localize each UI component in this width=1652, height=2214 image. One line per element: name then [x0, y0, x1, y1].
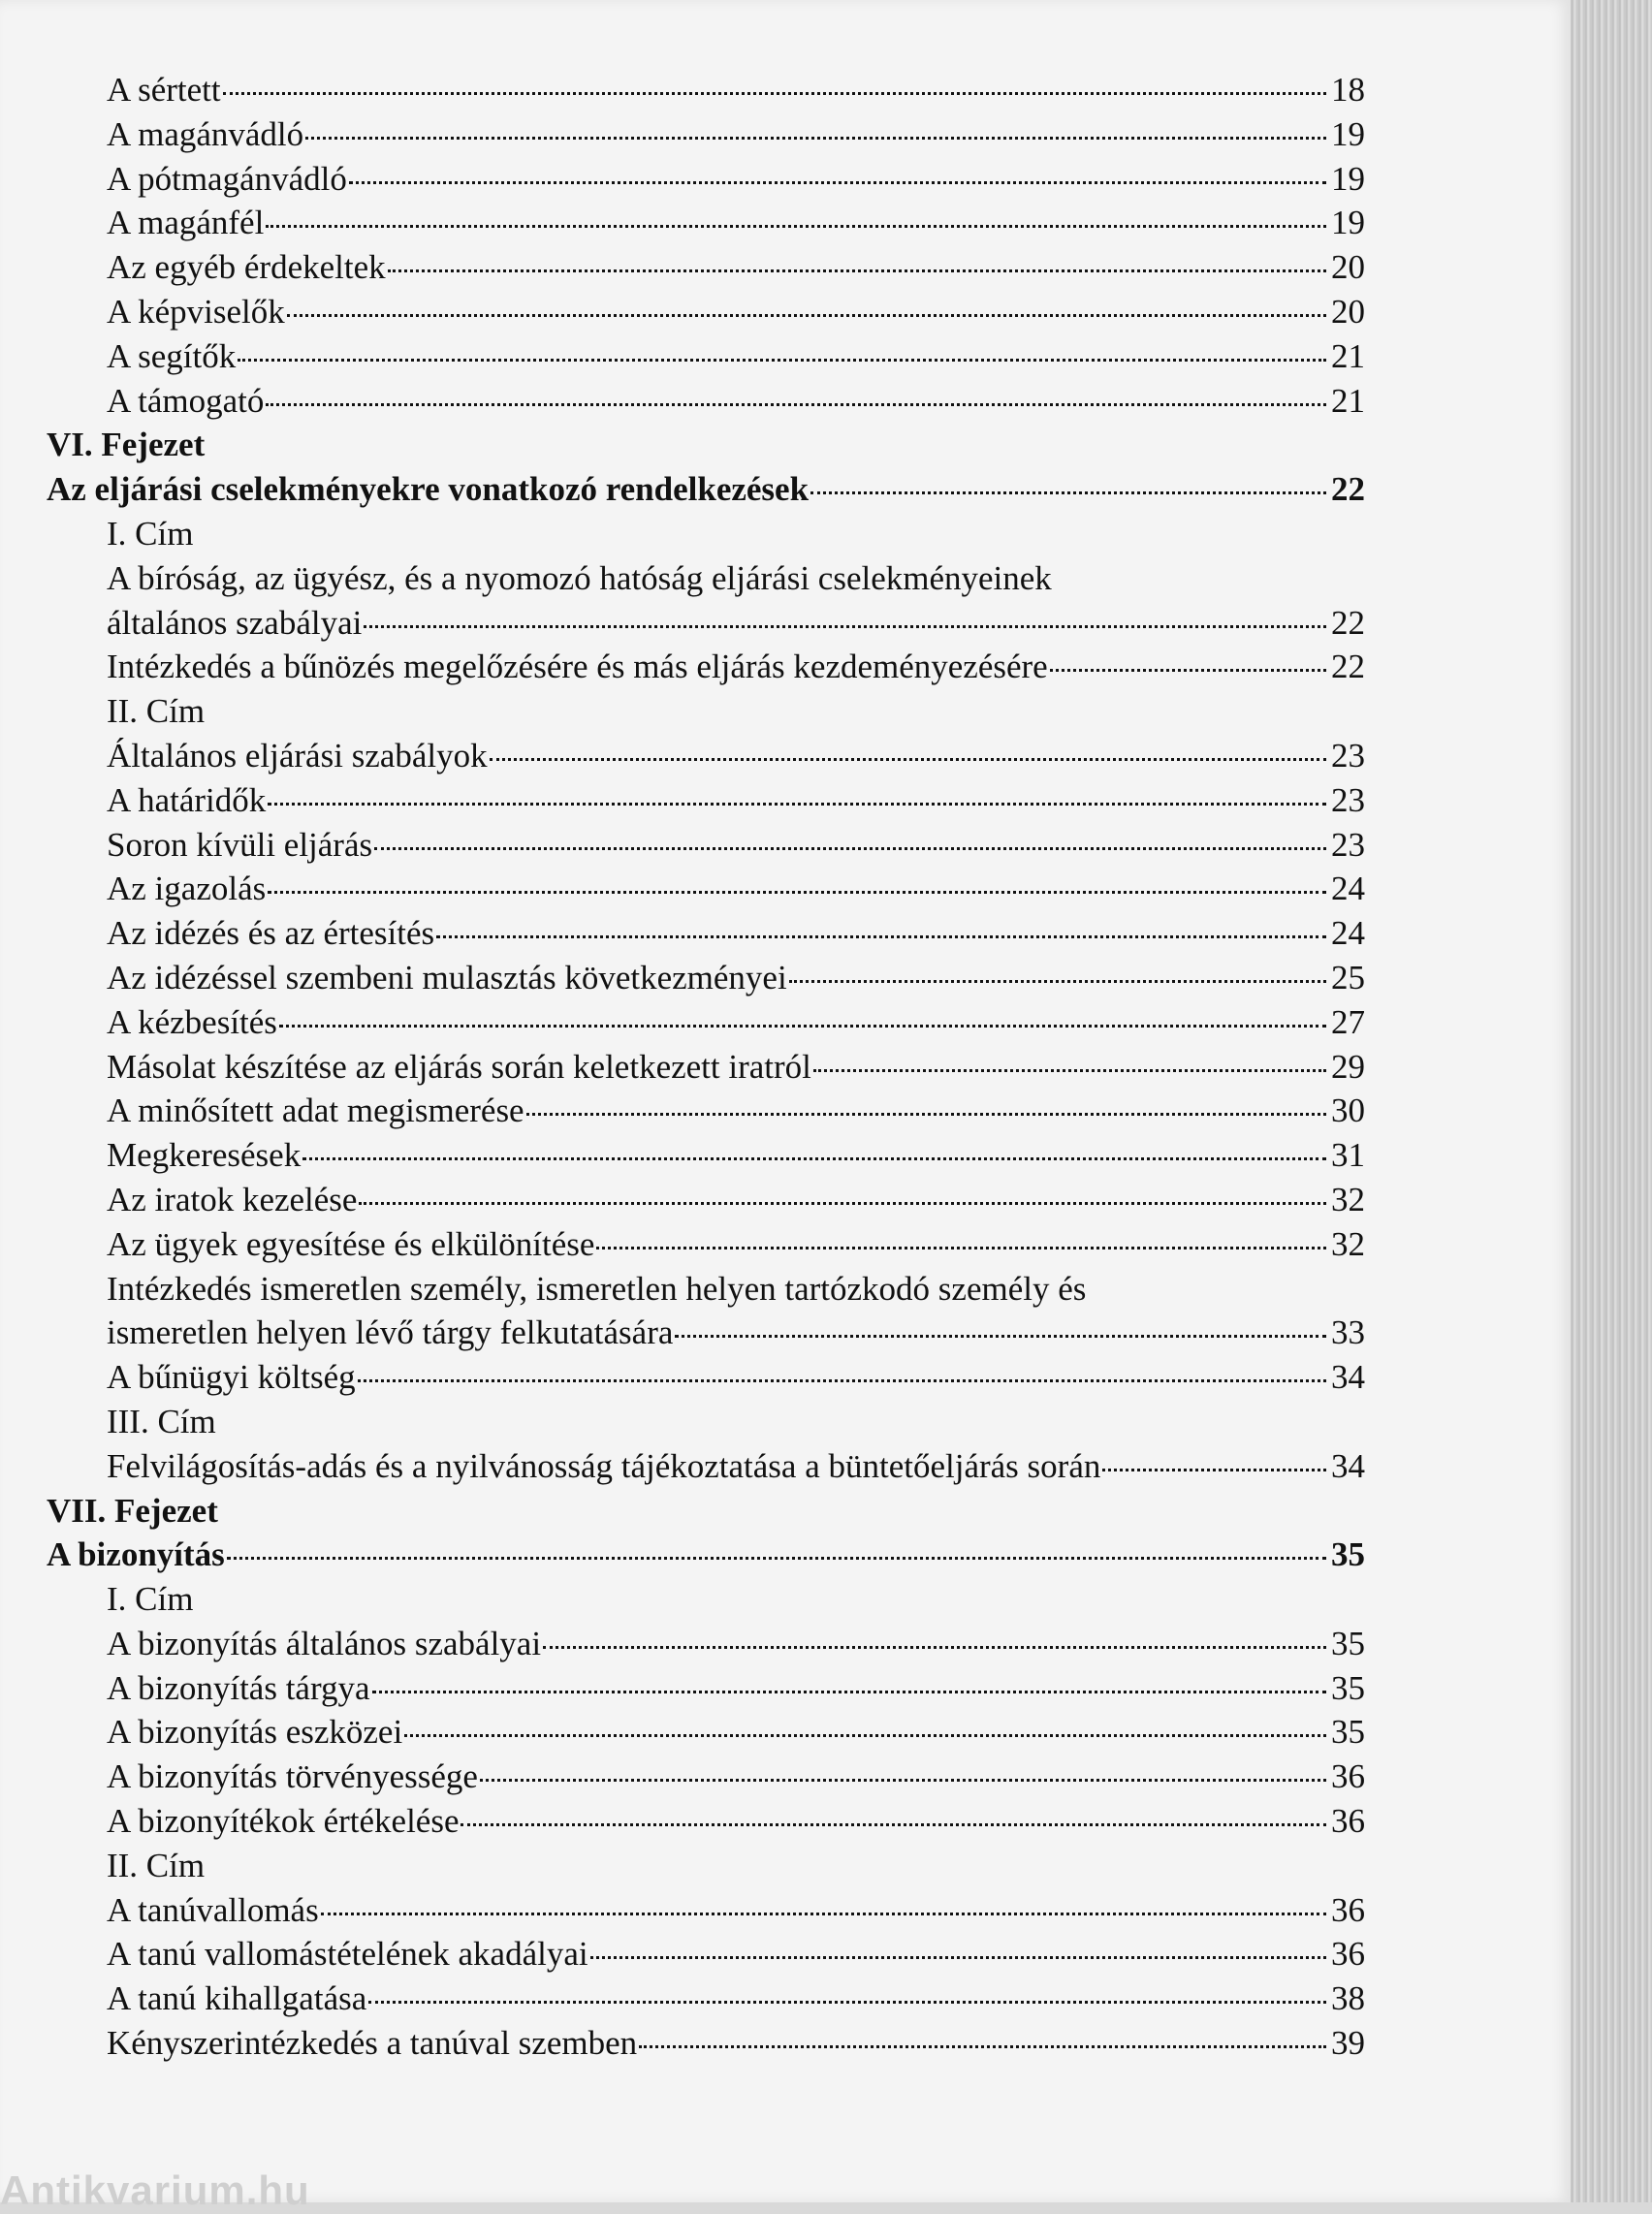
page-number: 24 — [1331, 914, 1365, 953]
entry-title: ismeretlen helyen lévő tárgy felkutatására — [107, 1313, 674, 1352]
page-number: 22 — [1331, 603, 1365, 642]
toc-entry — [47, 1888, 1365, 1933]
dot-leader — [268, 891, 1326, 894]
chapter-heading — [47, 1489, 1365, 1534]
page-number: 20 — [1331, 248, 1365, 287]
toc-entry — [47, 1932, 1365, 1977]
entry-title: A bizonyítás általános szabályai — [107, 1624, 542, 1662]
toc-entry — [47, 1089, 1365, 1133]
dot-leader — [374, 847, 1326, 850]
entry-title: II. Cím — [107, 692, 206, 731]
page-number: 33 — [1331, 1313, 1365, 1352]
chapter-title — [47, 467, 1365, 512]
page-number: 39 — [1331, 2024, 1365, 2063]
dot-leader — [227, 1557, 1326, 1560]
dot-leader — [1102, 1469, 1326, 1471]
page-number: 21 — [1331, 381, 1365, 420]
page-number: 31 — [1331, 1136, 1365, 1175]
page-number: 35 — [1331, 1713, 1365, 1752]
dot-leader — [358, 1379, 1326, 1382]
toc-entry — [47, 956, 1365, 1000]
entry-title: Általános eljárási szabályok — [107, 736, 488, 775]
toc-entry — [47, 201, 1365, 245]
entry-title: Az idézés és az értesítés — [107, 914, 435, 953]
toc-entry — [47, 911, 1365, 956]
page-number: 23 — [1331, 736, 1365, 775]
toc-entry — [47, 1267, 1365, 1312]
entry-title: A bizonyítékok értékelése — [107, 1802, 460, 1841]
dot-leader — [490, 758, 1326, 761]
entry-title: Az iratok kezelése — [107, 1180, 358, 1218]
entry-title: A sértett — [107, 71, 221, 109]
dot-leader — [279, 1025, 1326, 1028]
chapter-heading — [47, 423, 1365, 467]
dot-leader — [436, 935, 1326, 938]
entry-title: II. Cím — [107, 1846, 206, 1884]
toc-entry — [47, 1133, 1365, 1178]
page-number: 38 — [1331, 1979, 1365, 2018]
entry-title: Másolat készítése az eljárás során keletkezett iratról — [107, 1047, 811, 1086]
toc-entry — [47, 778, 1365, 823]
entry-title: Soron kívüli eljárás — [107, 825, 373, 864]
entry-title: A bíróság, az ügyész, és a nyomozó hatóság eljárási cselekményeinek — [107, 558, 1052, 597]
page-number: 34 — [1331, 1358, 1365, 1397]
entry-title: Az eljárási cselekményekre vonatkozó rendelkezések — [47, 470, 810, 509]
page-number: 20 — [1331, 292, 1365, 331]
entry-title: III. Cím — [107, 1402, 216, 1440]
toc-entry — [47, 823, 1365, 868]
entry-title: Az idézéssel szembeni mulasztás következményei — [107, 958, 787, 996]
dot-leader — [266, 403, 1326, 406]
entry-title: A bizonyítás törvényessége — [107, 1757, 478, 1796]
page-number: 27 — [1331, 1002, 1365, 1041]
page-edge-stack — [1571, 0, 1652, 2202]
dot-leader — [813, 1069, 1326, 1072]
entry-title: Az egyéb érdekeltek — [107, 248, 386, 287]
entry-title: A segítők — [107, 336, 237, 375]
toc-entry — [47, 1710, 1365, 1755]
entry-title: A bűnügyi költség — [107, 1358, 356, 1397]
entry-title: A kézbesítés — [107, 1002, 277, 1041]
dot-leader — [266, 225, 1326, 228]
dot-leader — [223, 92, 1326, 95]
entry-title: Az ügyek egyesítése és elkülönítése — [107, 1224, 595, 1263]
entry-title: A tanú vallomástételének akadályai — [107, 1935, 588, 1974]
entry-title: Az igazolás — [107, 870, 267, 908]
page-number: 25 — [1331, 958, 1365, 996]
toc-entry — [47, 334, 1365, 379]
page-number: 34 — [1331, 1446, 1365, 1485]
dot-leader — [321, 1913, 1326, 1915]
toc-entry — [47, 556, 1365, 601]
page-number: 36 — [1331, 1757, 1365, 1796]
watermark: Antikvarium.hu — [0, 2167, 310, 2213]
entry-title: Intézkedés ismeretlen személy, ismeretlen helyen tartózkodó személy és — [107, 1269, 1087, 1308]
entry-title: általános szabályai — [107, 603, 363, 642]
page-number: 22 — [1331, 648, 1365, 686]
toc-entry — [47, 1222, 1365, 1267]
toc-entry — [47, 157, 1365, 202]
toc-entry — [47, 1799, 1365, 1844]
section-label — [47, 689, 1365, 734]
dot-leader — [404, 1734, 1326, 1737]
table-of-contents — [47, 68, 1365, 2066]
page-number: 36 — [1331, 1890, 1365, 1929]
toc-entry — [47, 1355, 1365, 1400]
page-number: 24 — [1331, 870, 1365, 908]
dot-leader — [368, 2001, 1326, 2004]
dot-leader — [349, 181, 1326, 184]
page-number: 19 — [1331, 114, 1365, 153]
entry-title: Felvilágosítás-adás és a nyilvánosság tájékoztatása a büntetőeljárás során — [107, 1446, 1101, 1485]
dot-leader — [268, 803, 1326, 806]
entry-title: A támogató — [107, 381, 265, 420]
dot-leader — [789, 980, 1326, 983]
entry-title: I. Cím — [107, 1580, 194, 1619]
entry-title: A képviselők — [107, 292, 285, 331]
toc-entry — [47, 601, 1365, 646]
entry-title: A tanú kihallgatása — [107, 1979, 367, 2018]
dot-leader — [526, 1113, 1326, 1116]
entry-title: A pótmagánvádló — [107, 159, 347, 198]
page-number: 30 — [1331, 1091, 1365, 1130]
section-label — [47, 1844, 1365, 1888]
entry-title: A minősített adat megismerése — [107, 1091, 524, 1130]
toc-entry — [47, 1444, 1365, 1489]
entry-title: A magánfél — [107, 204, 265, 242]
entry-title: A határidők — [107, 780, 267, 819]
page-number: 23 — [1331, 825, 1365, 864]
entry-title: Megkeresések — [107, 1136, 302, 1175]
dot-leader — [590, 1956, 1326, 1959]
toc-entry — [47, 1622, 1365, 1666]
toc-entry — [47, 245, 1365, 290]
dot-leader — [287, 314, 1326, 317]
dot-leader — [238, 359, 1326, 362]
toc-entry — [47, 1311, 1365, 1355]
section-label — [47, 1577, 1365, 1622]
dot-leader — [305, 137, 1326, 140]
page-number: 35 — [1331, 1668, 1365, 1707]
section-label — [47, 1400, 1365, 1444]
dot-leader — [372, 1691, 1326, 1693]
entry-title: Kényszerintézkedés a tanúval szemben — [107, 2024, 638, 2063]
dot-leader — [543, 1646, 1326, 1649]
dot-leader — [364, 625, 1326, 628]
dot-leader — [675, 1335, 1326, 1338]
toc-entry — [47, 68, 1365, 112]
page-number: 36 — [1331, 1802, 1365, 1841]
page-number: 23 — [1331, 780, 1365, 819]
entry-title: VII. Fejezet — [47, 1491, 218, 1530]
dot-leader — [302, 1157, 1326, 1160]
toc-entry — [47, 1977, 1365, 2021]
page-number: 36 — [1331, 1935, 1365, 1974]
dot-leader — [639, 2045, 1326, 2048]
dot-leader — [596, 1247, 1326, 1249]
page-number: 21 — [1331, 336, 1365, 375]
dot-leader — [1050, 669, 1326, 672]
toc-entry — [47, 867, 1365, 911]
dot-leader — [461, 1823, 1326, 1826]
page-number: 18 — [1331, 71, 1365, 109]
dot-leader — [480, 1779, 1326, 1782]
toc-entry — [47, 1000, 1365, 1045]
toc-entry — [47, 1755, 1365, 1799]
section-label — [47, 512, 1365, 556]
toc-entry — [47, 1178, 1365, 1222]
toc-entry — [47, 734, 1365, 778]
dot-leader — [388, 269, 1326, 272]
page-number: 19 — [1331, 204, 1365, 242]
dot-leader — [810, 491, 1326, 494]
toc-entry — [47, 379, 1365, 424]
entry-title: A bizonyítás eszközei — [107, 1713, 403, 1752]
entry-title: I. Cím — [107, 514, 194, 553]
entry-title: VI. Fejezet — [47, 426, 206, 464]
page-number: 29 — [1331, 1047, 1365, 1086]
toc-entry — [47, 1045, 1365, 1090]
chapter-title — [47, 1533, 1365, 1577]
page-number: 32 — [1331, 1224, 1365, 1263]
page-number: 22 — [1331, 470, 1365, 509]
page-number: 32 — [1331, 1180, 1365, 1218]
page-number: 35 — [1331, 1535, 1365, 1574]
toc-entry — [47, 290, 1365, 334]
entry-title: A magánvádló — [107, 114, 304, 153]
entry-title: A tanúvallomás — [107, 1890, 319, 1929]
toc-entry — [47, 112, 1365, 157]
entry-title: A bizonyítás — [47, 1535, 225, 1574]
dot-leader — [359, 1202, 1326, 1205]
page-number: 19 — [1331, 159, 1365, 198]
page-number: 35 — [1331, 1624, 1365, 1662]
toc-entry — [47, 645, 1365, 689]
toc-entry — [47, 1666, 1365, 1711]
entry-title: Intézkedés a bűnözés megelőzésére és más eljárás kezdeményezésére — [107, 648, 1048, 686]
toc-entry — [47, 2021, 1365, 2066]
entry-title: A bizonyítás tárgya — [107, 1668, 370, 1707]
